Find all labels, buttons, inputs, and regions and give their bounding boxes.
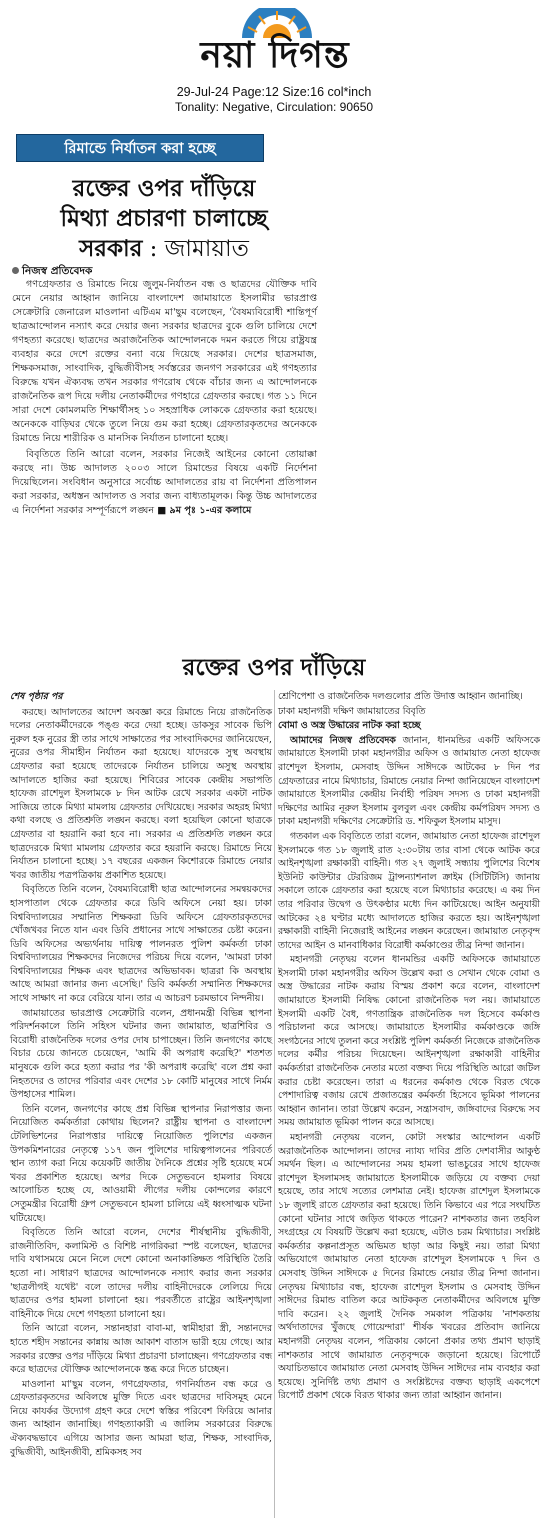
byline-text: নিজস্ব প্রতিবেদক	[22, 265, 93, 277]
masthead	[0, 0, 548, 112]
clipping-meta-line: 29-Jul-24 Page:12 Size:16 col*inch	[176, 85, 372, 99]
article-continuation-clip	[6, 650, 542, 1522]
paragraph: গণগ্রেফতার ও রিমান্ডে নিয়ে জুলুম-নির্যাতন বন্ধ ও ছাত্রদের যৌক্তিক দাবি মেনে নেয়ার আহ্বান জানিয়ে বাংলাদেশ জামায়াতে ইসলামীর ভারপ্রাপ্ত সেক্রেটারি জেনারেল মাওলানা এটিএম মা'ছুম বলেছেন, 'বৈষম্যবিরোধী শান্তিপূর্ণ ছাত্রআন্দোলন নস্যাৎ করে দেয়ার জন্য সরকার ছাত্রদের বুকে গুলি চালিয়ে দেশে গণহত্যা করেছে। ছাত্রদের অরাজনৈতিক আন্দোলনকে দমন করতে গিয়ে রাষ্ট্রযন্ত্র ব্যবহার করে দেশে রক্তের বন্যা বয়ে দিয়েছে সরকার। দেশের ছাত্রসমাজ, শিক্ষকসমাজ, সাংবাদিক, বুদ্ধিজীবীসহ সর্বস্তরের জনগণ সরকারের এই গণহত্যার বিরুদ্ধে যখন ঐক্যবদ্ধ তখন সরকার গণরোষ থেকে বাঁচার জন্য এ আন্দোলনকে রাজনৈতিক রূপ দিয়ে দলীয় নেতাকর্মীদের গণহারে গ্রেফতার করছে। গত ১১ দিনে সারা দেশে কোমলমতি শিক্ষার্থীসহ ১০ সহস্রাধিক লোককে গ্রেফতার করা হয়েছে। অনেককে বাড়িঘর থেকে তুলে নিয়ে গুম করা হচ্ছে। গ্রেফতারকৃতদের অনেককে রিমান্ডে নিয়ে শারীরিক ও মানসিক নির্যাতন চালানো হচ্ছে।	[12, 279, 317, 444]
newspaper-logo	[140, 8, 410, 74]
paragraph-text: বিবৃতিতে তিনি আরো বলেন, সরকার নিজেই আইনের কোনো তোয়াক্কা করছে না। উচ্চ আদালত ২০০৩ সালে রিমান্ডের বিষয়ে একটি নির্দেশনা দিয়েছিলেন। সংবিধান অনুসারে সর্বোচ্চ আদালতের রায় বা নির্দেশনা প্রতিপালন করা সরকার, অধস্তন আদালত ও সবার জন্য বাধ্যতামূলক। কিন্তু উচ্চ আদালতের এ নির্দেশনা সরকার সম্পূর্ণরূপে লঙ্ঘন	[12, 449, 317, 516]
paragraph: শ্রেণিপেশা ও রাজনৈতিক দলগুলোর প্রতি উদাত্ত আহ্বান জানাচ্ছি।	[278, 691, 523, 702]
headline-attribution: : জামায়াত	[142, 236, 249, 262]
article-body	[12, 278, 317, 520]
paragraph: মাওলানা মা'ছুম বলেন, গণগ্রেফতার, গণনির্যাতন বন্ধ করে ও গ্রেফতারকৃতদের অবিলম্বে মুক্তি দিতে এবং ছাত্রদের দাবিসমূহ মেনে নিয়ে কাযর্কর উদ্যোগ গ্রহণ করে দেশে স্বস্তির পরিবেশ ফিরিয়ে আনার জন্য আহ্বান জানাচ্ছি। গণহত্যাকারী এ জালিম সরকারের বিরুদ্ধে ঐক্যবদ্ধভাবে এগিয়ে আসার জন্য আমরা ছাত্র, শিক্ষক, সাংবাদিক, বুদ্ধিজীবী, আইনজীবী, শ্রমিকসহ সব	[10, 1378, 272, 1458]
left-column	[10, 690, 272, 1460]
paragraph: তিনি আরো বলেন, সন্তানহারা বাবা-মা, স্বামীহারা স্ত্রী, সন্তানদের হাতে শহীদ সন্তানের কান্নায় আজ আকাশ বাতাস ভারী হয়ে গেছে। আর সরকার রক্তের ওপর দাঁড়িয়ে মিথ্যা প্রচারণা চালাচ্ছেন। গণগ্রেফতার বন্ধ করে ছাত্রদের যৌক্তিক আন্দোলনকে স্তব্ধ করে দিতে চাচ্ছেন।	[10, 1323, 272, 1376]
continuation-reference: ■ ৯ম পৃঃ ১-এর কলামে	[157, 505, 252, 516]
paragraph: বিবৃতিতে তিনি আরো বলেন, দেশের শীর্ষস্থানীয় বুদ্ধিজীবী, রাজনীতিবিদ, কলামিস্ট ও বিশিষ্ট নাগরিকরা স্পষ্ট বলেছেন, ছাত্রদের দাবি যথাসময়ে মেনে নিলে দেশে কোনো অনাকাঙ্ক্ষিত পরিস্থিতি তৈরি হতো না। সাধারণ ছাত্রদের আন্দোলনকে নস্যাৎ করার জন্য সরকার 'ছাত্রলীগই যথেষ্ট' বলে তাদের দলীয় বাহিনীদেরকে লেলিয়ে দিয়ে ছাত্রদের ওপর হামলা চালানো হয়। পরবর্তীতে রাষ্ট্রের আইনশৃঙ্খলা বাহিনীকে দিয়ে দেশে গণহত্যা চালানো হয়।	[10, 1227, 272, 1320]
paragraph: মহানগরী নেতৃদ্বয় বলেন ধানমন্ডির একটি অফিসকে জামায়াতে ইসলামী ঢাকা মহানগরীর অফিস উল্লেখ করা ও সেখান থেকে বোমা ও অস্ত্র উদ্ধারের নাটক করায় বিস্ময় প্রকাশ করে বলেন, বাংলাদেশ জামায়াতে ইসলামী নিষিদ্ধ কোনো রাজনৈতিক দল নয়। জামায়াতে ইসলামী একটি বৈধ, গণতান্ত্রিক রাজনৈতিক দল হিসেবে কর্মকাণ্ড পরিচালনা করে আসছে। জামায়াতে ইসলামীর কর্মকাণ্ডকে জঙ্গি সংগঠনের সাথে তুলনা করে সংশ্লিষ্ট পুলিশ কর্মকর্তা নিজেকে রাজনৈতিক দলের কর্মীর পরিচয় দিয়েছেন। আইনশৃঙ্খলা রক্ষাকারী বাহিনীর কর্মকর্তারা রাজনৈতিক নেতার মতো বক্তব্য দিয়ে পরিস্থিতি আরো জটিল করার চেষ্টা করেছেন। তারা এ ধরনের কর্মকাণ্ড থেকে বিরত থেকে পেশাদারিত্ব বজায় রেখে প্রজাতন্ত্রের কর্মকর্তা হিসেবে ভূমিকা পালনের আহ্বান জানান। তারা উল্লেখ করেন, সন্ত্রাসবাদ, জঙ্গিবাদের বিরুদ্ধে সব সময় জামায়াত ভূমিকা পালন করে আসছে।	[278, 954, 540, 1129]
column-divider	[274, 690, 275, 1518]
paragraph: মহানগরী নেতৃদ্বয় বলেন, কোটা সংস্কার আন্দোলন একটি অরাজনৈতিক আন্দোলন। তাদের ন্যায্য দাবির প্রতি দেশবাসীর আকুণ্ঠ সমর্থন ছিল। এ আন্দোলনের সময় হামলা ভাঙচুরের সাথে হাফেজ রাশেদুল ইসলামসহ জামায়াতে ইসলামীকে জড়িয়ে যে বক্তব্য দেয়া হয়েছে, তার সাথে সত্যের লেশমাত্র নেই। হাফেজ রাশেদুল ইসলামকে ১৮ জুলাই রাতে গ্রেফতার করা হয়েছে। তিনি কিভাবে এর পরে সংঘটিত কোনো ঘটনার সাথে জড়িত থাকতে পারেন? নাশকতার জন্য তহবিল সংগ্রহের যে বিষয়টি উল্লেখ করা হয়েছে, এটাও চরম মিথ্যাচার। সংশ্লিষ্ট কর্মকর্তার কল্পনাপ্রসূত অভিমত ছাড়া আর কিছুই নয়। তারা মিথ্যা অভিযোগে জামায়াত নেতা হাফেজ রাশেদুল ইসলামকে ৭ দিন ও মেসবাহ উদ্দিন সাঈদকে ৫ দিনের রিমান্ডে নেয়ার তীব্র নিন্দা জানান। নেতৃদ্বয় মিথ্যাচার বন্ধ, হাফেজ রাশেদুল ইসলাম ও মেসবাহ উদ্দিন সাঈদের রিমান্ড বাতিল করে আটককৃত নেতাকর্মীদের অবিলম্বে মুক্তি দাবি করেন। ২২ জুলাই দৈনিক সমকাল পত্রিকায় 'নাশকতায় অর্থদাতাদের খুঁজছে গোয়েন্দারা' শীর্ষক খবরের প্রতিবাদ জানিয়ে মহানগরী নেতৃদ্বয় বলেন, পত্রিকায় কোনো প্রকার তথ্য প্রমাণ ছাড়াই নাশকতার সাথে জামায়াত নেতৃবৃন্দকে জড়ানো হয়েছে। রিপোর্টে অযাচিতভাবে জামায়াত নেতা মেসবাহ উদ্দিন সাঈদের নাম ব্যবহার করা হয়েছে। সুনির্দিষ্ট তথ্য প্রমাণ ও সংশ্লিষ্টদের বক্তব্য ছাড়াই একপেশে রিপোর্ট প্রকাশ থেকে বিরত থাকার জন্য তারা আহ্বান জানান।	[278, 1132, 540, 1402]
kicker-banner: রিমান্ডে নির্যাতন করা হচ্ছে	[16, 134, 264, 162]
continuation-headline: রক্তের ওপর দাঁড়িয়ে	[182, 654, 366, 681]
logo-text: নয়া দিগন্ত	[200, 34, 350, 76]
headline-line: মিথ্যা প্রচারণা চালাচ্ছে	[60, 205, 268, 232]
headline-line: রক্তের ওপর দাঁড়িয়ে	[72, 175, 256, 202]
paragraph: তিনি বলেন, জনগণের কাছে প্রশ্ন বিভিন্ন স্থাপনার নিরাপত্তার জন্য নিয়োজিত কর্মকর্তারা কোথায় ছিলেন? রাষ্ট্রীয় স্থাপনা ও বাংলাদেশ টেলিভিশনের নিরাপত্তার দায়িত্বে নিয়োজিত পুলিশের একজন উপকমিশনারের নেতৃত্বে ১১৭ জন পুলিশের দায়িত্বপালনের পরিবর্তে স্থান ত্যাগ করা নিয়ে কয়েকটি জাতীয় দৈনিকে প্রশ্নের সৃষ্টি হয়েছে মর্মে খবর প্রকাশিত হয়েছে। অপর দিকে সেতুভবনে হামলার বিষয়ে আলোচিত হচ্ছে যে, আওয়ামী লীগের দলীয় কোন্দলের কারণে সেতুমন্ত্রীর বিরোধী গ্রুপ সেতুভবনে হামলা চালিয়ে এই ধ্বংসাত্মক ঘটনা ঘটিয়েছে।	[10, 1103, 272, 1224]
paragraph	[12, 448, 317, 518]
paragraph: গতকাল এক বিবৃতিতে তারা বলেন, জামায়াত নেতা হাফেজ রাশেদুল ইসলামকে গত ১৮ জুলাই রাত ২:৩০টায় তার বাসা থেকে আটক করে আইনশৃঙ্খলা রক্ষাকারী বাহিনী। গত ২৭ জুলাই সন্ধ্যায় পুলিশের বিশেষ ইউনিট কাউন্টার টেররিজম ট্রান্সন্যাশনাল ক্রাইম (সিটিটিসি) জানায় সকালে তাকে গ্রেফতার করা হয়েছে বলে মিথ্যাচার করেছে। এ কয় দিন তার পরিবার উদ্বেগ ও উৎকণ্ঠার মধ্যে দিন কাটিয়েছে। আইন অনুযায়ী আটকের ২৪ ঘণ্টার মধ্যে আদালতে হাজির করতে হয়। আইনশৃঙ্খলা রক্ষাকারী বাহিনী নিজেরাই আইনের লঙ্ঘন করেছেন। জামায়াত নেতৃবৃন্দ তাদের আইন ও মানবাধিকার বিরোধী কর্মকাণ্ডের তীব্র নিন্দা জানান।	[278, 830, 540, 951]
clipping-tonality-line: Tonality: Negative, Circulation: 90650	[174, 100, 374, 114]
right-column	[278, 690, 540, 1404]
bullet-icon	[12, 267, 19, 274]
paragraph: জামায়াতের ভারপ্রাপ্ত সেক্রেটারি বলেন, প্রধানমন্ত্রী বিভিন্ন স্থাপনা পরিদর্শনকালে তিনি সহিংস ঘটনার জন্য জামায়াত, ছাত্রশিবির ও বিরোধী রাজনৈতিক দলের ওপর দোষ চাপাচ্ছেন। তিনি জনগণের কাছে বিচার চেয়ে জানতে চেয়েছেন, 'আমি কী অপরাধ করেছি?' শতশত মানুষকে গুলি করে হত্যা করার পর 'কী অপরাধ করেছি' বলে প্রশ্ন করা নিহতদের ও তাদের পরিবার এবং দেশের ১৮ কোটি মানুষের সাথে নির্মম উপহাসের শামিল।	[10, 1007, 272, 1101]
paragraph	[278, 734, 540, 829]
paragraph: করছে। আদালতের আদেশ অবজ্ঞা করে রিমান্ডে নিয়ে রাজনৈতিক দলের নেতাকর্মীদেরকে পঙ্গু করে দেয়া হচ্ছে। ডাকসুর সাবেক ভিপি নুরুল হক নুরের স্ত্রী তার সাথে সাক্ষাতের পর সাংবাদিকদের জানিয়েছেন, নুরের ওপর সীমাহীন নির্যাতন করা হয়েছে। যাদেরকে সুস্থ অবস্থায় গ্রেফতার করা হয়েছে তাদেরকে নির্যাতন চালিয়ে অসুস্থ অবস্থায় আদালতে হাজির করা হয়েছে। শিবিরের সাবেক কেন্দ্রীয় সভাপতি হাফেজ রাশেদুল ইসলামকে ৮ দিন আটক রেখে সরকার একটা নাটক সাজিয়ে তাকে মিথ্যা মামলায় গ্রেফতার দেখিয়েছে। সরকার অহরহ মিথ্যা কথা বলছে ও প্রতিশ্রুতি লঙ্ঘন করছে। বলা হয়েছিল কোনো ছাত্রকে গ্রেফতার বা হয়রানি করা হবে না। সরকার এ প্রতিশ্রুতি লঙ্ঘন করে ছাত্রদেরকে মিথ্যা মামলায় গ্রেফতার করে হয়রানি করছে। রিমান্ডে নিয়ে নির্যাতন চালানো হচ্ছে। ১৭ বছরের একজন কিশোরকে রিমান্ডে নেয়ার খবর জাতীয় পত্রপত্রিকায় প্রকাশিত হয়েছে।	[10, 706, 272, 881]
subhead-bold: বোমা ও অস্ত্র উদ্ধারের নাটক করা হচ্ছে	[278, 720, 421, 732]
subhead: ঢাকা মহানগরী দক্ষিণ জামায়াতের বিবৃতি	[278, 705, 426, 717]
continuation-label: শেষ পৃষ্ঠার পর	[10, 691, 63, 702]
paragraph-text: জানান, ধানমন্ডির একটি অফিসকে জামায়াতে ইসলামী ঢাকা মহানগরীর অফিস ও জামায়াত নেতা হাফেজ রাশেদুল ইসলাম, মেসবাহ উদ্দিন সাঈদকে আটকের ৮ দিন পর গ্রেফতারের নামে মিথ্যাচার, রিমান্ডে নেয়ার নিন্দা জানিয়েছেন বাংলাদেশ জামায়াতে ইসলামীর কেন্দ্রীয় নির্বাহী পরিষদ সদস্য ও ঢাকা মহানগরী দক্ষিণের আমির নূরুল ইসলাম বুলবুল এবং কেন্দ্রীয় কর্মপরিষদ সদস্য ও ঢাকা মহানগরী দক্ষিণের সেক্রেটারি ড. শফিকুল ইসলাম মাসুদ।	[278, 734, 540, 828]
continuation-text: ৯ম পৃঃ ১-এর কলামে	[169, 505, 252, 516]
headline-line	[8, 234, 320, 264]
headline-emphasis: সরকার	[79, 235, 143, 262]
headline	[8, 174, 320, 264]
byline-lead: আমাদের নিজস্ব প্রতিবেদক	[290, 734, 396, 746]
paragraph: বিবৃতিতে তিনি বলেন, বৈষম্যবিরোধী ছাত্র আন্দোলনের সমন্বয়কদের হাসপাতাল থেকে গ্রেফতার করে ডিবি অফিসে নেয়া হয়। ঢাকা বিশ্ববিদ্যালয়ের সম্মানিত শিক্ষকরা ডিবি অফিসে গ্রেফতারকৃতদের খোঁজখবর নিতে যান এবং ডিবি প্রধানের সাথে সাক্ষাতের চেষ্টা করেন। ডিবি অফিসের অভ্যর্থনায় দায়িত্ব পালনরত পুলিশ কর্মকর্তা ঢাকা বিশ্ববিদ্যালয়ের শিক্ষকদের নিজেদের পরিচয় দিয়ে বলেন, 'আমরা ঢাকা বিশ্ববিদ্যালয়ের শিক্ষক এবং ছাত্রদের অভিভাবক। ছাত্ররা কি অবস্থায় আছে আমরা জানার জন্য এসেছি।' ডিবি কর্মকর্তা সম্মানিত শিক্ষকদের সাথে সাক্ষাৎ না করে বেরিয়ে যান। তার এ আচরণ চরমভাবে নিন্দনীয়।	[10, 884, 272, 1005]
article-front-clip	[8, 126, 320, 641]
